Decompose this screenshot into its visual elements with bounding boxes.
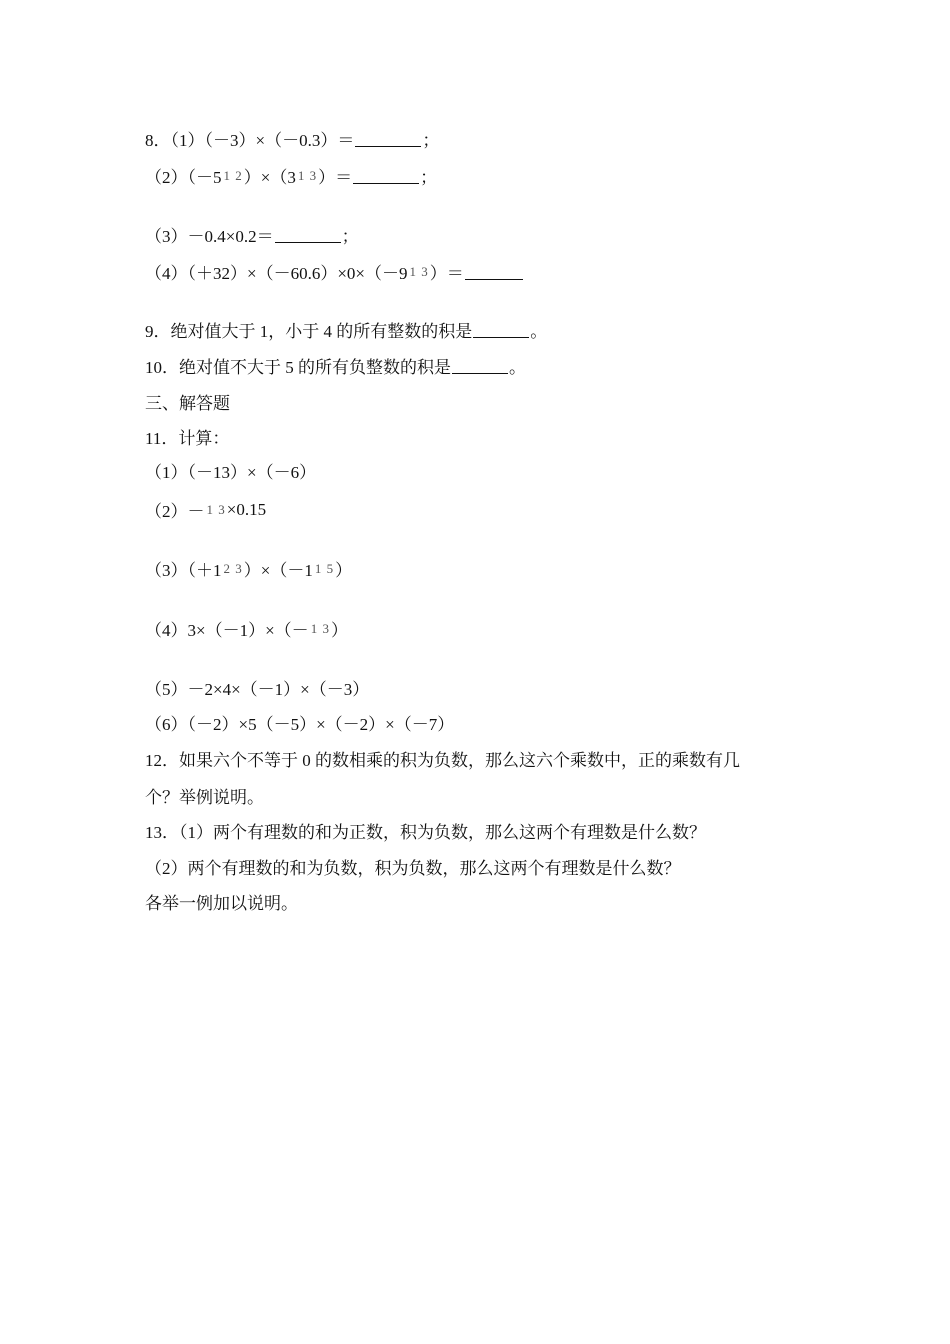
fraction-denominator: 5	[326, 560, 334, 576]
fraction	[206, 503, 226, 517]
fraction-numerator: 1	[206, 501, 213, 517]
fraction	[310, 622, 330, 636]
q11-part4-text-b: ）	[330, 621, 348, 640]
fraction-numerator: 1	[223, 167, 230, 183]
q9	[145, 317, 547, 342]
q8-part3-suffix: ；	[341, 227, 359, 246]
fraction-numerator: 2	[223, 560, 230, 576]
q8-part3	[145, 222, 359, 247]
q8-part1-text: 8．（1）（－3）×（－0.3）＝	[145, 131, 355, 150]
answer-blank[interactable]	[465, 263, 523, 280]
answer-blank[interactable]	[353, 167, 419, 184]
fraction	[314, 562, 334, 576]
fraction	[409, 265, 429, 279]
q10-suffix: 。	[509, 358, 526, 377]
q10-text: 10．绝对值不大于 5 的所有负整数的积是	[145, 358, 451, 377]
q10	[145, 353, 526, 378]
answer-blank[interactable]	[473, 321, 529, 338]
fraction-denominator: 3	[218, 501, 225, 517]
fraction-numerator: 1	[409, 263, 417, 279]
q11-part2-text-a: （2）－	[145, 502, 205, 521]
section-heading	[145, 389, 230, 414]
fraction	[223, 169, 243, 183]
q8-part4-text-b: ）＝	[429, 264, 464, 283]
fraction-denominator: 3	[322, 620, 329, 636]
q8-part2	[145, 163, 437, 188]
answer-blank[interactable]	[355, 130, 421, 147]
q8-part4-text-a: （4）（＋32）×（－60.6）×0×（－9	[145, 264, 408, 283]
section-heading-text: 三、解答题	[145, 394, 230, 413]
q11-part6	[145, 710, 454, 735]
q8-part2-text-c: ）＝	[318, 168, 353, 187]
q11-title-text: 11．计算：	[145, 429, 230, 448]
q13-line2-text: （2）两个有理数的和为负数，积为负数，那么这两个有理数是什么数？	[145, 859, 681, 878]
answer-blank[interactable]	[275, 226, 341, 243]
fraction-denominator: 3	[309, 167, 317, 183]
q11-part6-text: （6）（－2）×5（－5）×（－2）×（－7）	[145, 715, 455, 734]
q11-part5	[145, 675, 369, 700]
q13-line3-text: 各举一例加以说明。	[145, 894, 298, 913]
fraction-numerator: 1	[310, 620, 318, 636]
fraction	[223, 562, 243, 576]
q9-suffix: 。	[530, 322, 548, 341]
fraction-denominator: 2	[235, 167, 242, 183]
q13-line2	[145, 854, 681, 879]
q13-line3	[145, 889, 298, 914]
q11-part2	[145, 497, 266, 522]
q8-part2-text-a: （2）（－5	[145, 168, 222, 187]
q13-line1	[145, 818, 706, 843]
q8-part1	[145, 126, 439, 151]
q8-part2-text-b: ）×（3	[243, 168, 296, 187]
q11-part5-text: （5）－2×4×（－1）×（－3）	[145, 680, 370, 699]
q9-text: 9．绝对值大于 1，小于 4 的所有整数的积是	[145, 322, 473, 341]
fraction	[297, 169, 317, 183]
fraction-numerator: 1	[297, 167, 305, 183]
fraction-denominator: 3	[421, 263, 428, 279]
q12-line1	[145, 746, 740, 771]
q11-part2-text-b: ×0.15	[226, 499, 267, 519]
q12-line1-text: 12．如果六个不等于 0 的数相乘的积为负数，那么这六个乘数中，正的乘数有几	[145, 751, 740, 770]
q11-part3-text-a: （3）（＋1	[145, 561, 222, 580]
q13-line1-text: 13．（1）两个有理数的和为正数，积为负数，那么这两个有理数是什么数？	[145, 823, 706, 842]
answer-blank[interactable]	[452, 357, 508, 374]
fraction-numerator: 1	[314, 560, 322, 576]
q11-part1	[145, 458, 316, 483]
q11-part4-text-a: （4）3×（－1）×（－	[145, 621, 309, 640]
q12-line2	[145, 783, 264, 808]
q11-part3-text-c: ）	[335, 561, 353, 580]
q11-part4	[145, 616, 348, 641]
q8-part4	[145, 259, 524, 284]
q11-title	[145, 424, 229, 449]
q8-part1-suffix: ；	[422, 131, 440, 150]
q11-part1-text: （1）（－13）×（－6）	[145, 463, 317, 482]
q11-part3-text-b: ）×（－1	[243, 561, 313, 580]
fraction-denominator: 3	[235, 560, 242, 576]
q12-line2-text: 个？举例说明。	[145, 788, 264, 807]
q8-part3-text: （3）－0.4×0.2＝	[145, 227, 274, 246]
q8-part2-suffix: ；	[420, 168, 438, 187]
q11-part3	[145, 556, 352, 581]
